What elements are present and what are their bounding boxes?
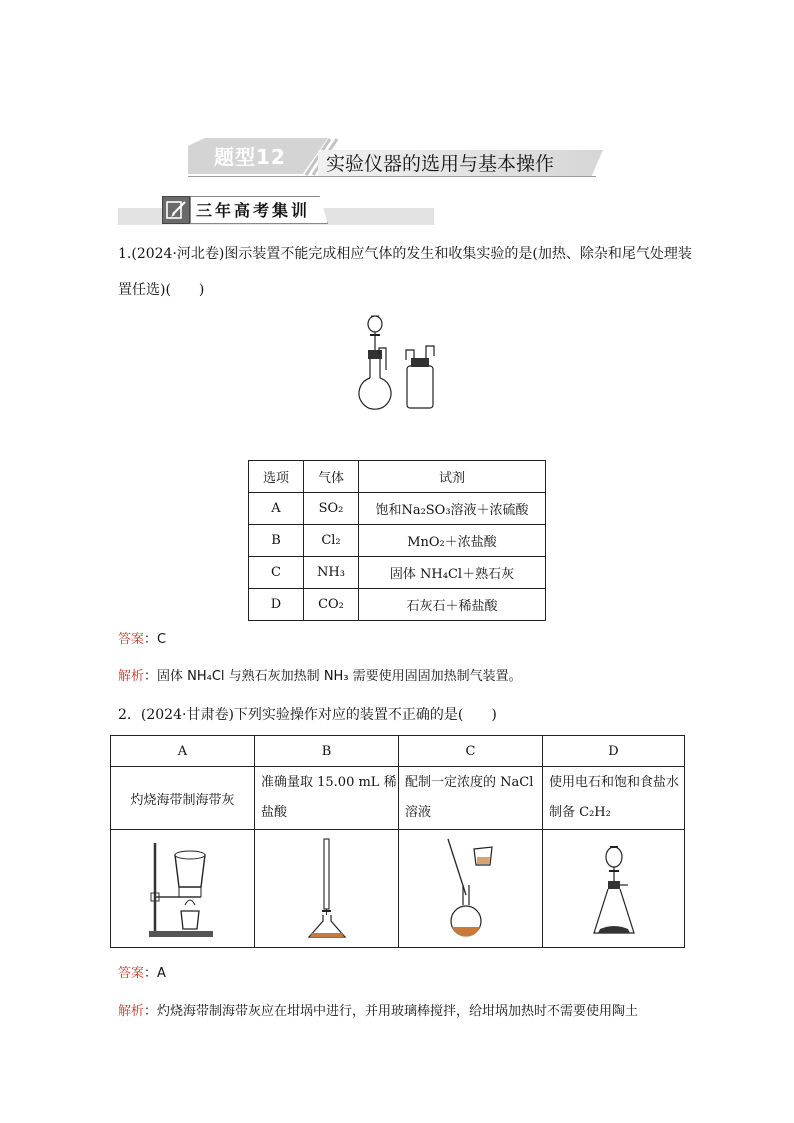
analysis-value: ：固体 NH₄Cl 与熟石灰加热制 NH₃ 需要使用固固加热制气装置。 [144, 669, 522, 684]
q2-answer [118, 962, 166, 981]
analysis-label: 解析 [118, 669, 145, 684]
description-cell: 准确量取 15.00 mL 稀盐酸 [255, 767, 399, 830]
table-row [249, 589, 546, 621]
q1-options-table [248, 460, 546, 621]
answer-value: ：A [144, 966, 166, 981]
crucible-burner-figure [143, 835, 223, 939]
q2-analysis [118, 1000, 638, 1019]
topic-tag: 题型12 [214, 145, 286, 169]
image-cell-d [543, 830, 685, 948]
q2-stem: 2．(2024·甘肃卷)下列实验操作对应的装置不正确的是( ) [118, 707, 497, 723]
reagent-cell: MnO₂＋浓盐酸 [359, 525, 546, 557]
option-cell: A [249, 493, 304, 525]
image-cell-a [111, 830, 255, 948]
reagent-cell: 石灰石＋稀盐酸 [359, 589, 546, 621]
description-cell: 使用电石和饱和食盐水制备 C₂H₂ [543, 767, 685, 830]
reagent-cell: 饱和Na₂SO₃溶液＋浓硫酸 [359, 493, 546, 525]
q1-answer [118, 628, 166, 647]
table-header: D [543, 736, 685, 767]
volumetric-flask-figure [436, 835, 506, 939]
answer-label: 答案 [118, 966, 145, 981]
option-cell: C [249, 557, 304, 589]
description-cell: 配制一定浓度的 NaCl 溶液 [399, 767, 543, 830]
answer-label: 答案 [118, 632, 145, 647]
answer-value: ：C [144, 632, 167, 647]
pencil-icon [162, 196, 190, 224]
burette-flask-figure [297, 835, 357, 939]
analysis-value: ：灼烧海带制海带灰应在坩埚中进行，并用玻璃棒搅拌，给坩埚加热时不需要使用陶土 [144, 1004, 639, 1019]
option-cell: B [249, 525, 304, 557]
gas-cell: NH₃ [304, 557, 359, 589]
image-cell-b [255, 830, 399, 948]
table-header: 选项 [249, 461, 304, 493]
gas-cell: SO₂ [304, 493, 359, 525]
gas-apparatus-figure [350, 312, 440, 418]
q2-options-table [110, 735, 685, 948]
gas-cell: CO₂ [304, 589, 359, 621]
q1-stem-line2: 置任选)( ) [118, 282, 205, 298]
image-cell-c [399, 830, 543, 948]
q1-analysis [118, 665, 522, 684]
analysis-label: 解析 [118, 1004, 145, 1019]
table-header: B [255, 736, 399, 767]
table-row [249, 557, 546, 589]
banner-divider [188, 176, 596, 177]
table-header: 气体 [304, 461, 359, 493]
table-row [249, 525, 546, 557]
section-heading: 三年高考集训 [196, 201, 311, 220]
gas-cell: Cl₂ [304, 525, 359, 557]
description-cell: 灼烧海带制海带灰 [111, 767, 255, 830]
acetylene-generator-figure [584, 835, 644, 939]
table-header: A [111, 736, 255, 767]
q1-stem-line1: 1.(2024·河北卷)图示装置不能完成相应气体的发生和收集实验的是(加热、除杂和尾气处理装 [118, 246, 692, 262]
reagent-cell: 固体 NH₄Cl＋熟石灰 [359, 557, 546, 589]
topic-title: 实验仪器的选用与基本操作 [326, 153, 555, 175]
table-row [249, 493, 546, 525]
option-cell: D [249, 589, 304, 621]
table-header: C [399, 736, 543, 767]
table-header: 试剂 [359, 461, 546, 493]
